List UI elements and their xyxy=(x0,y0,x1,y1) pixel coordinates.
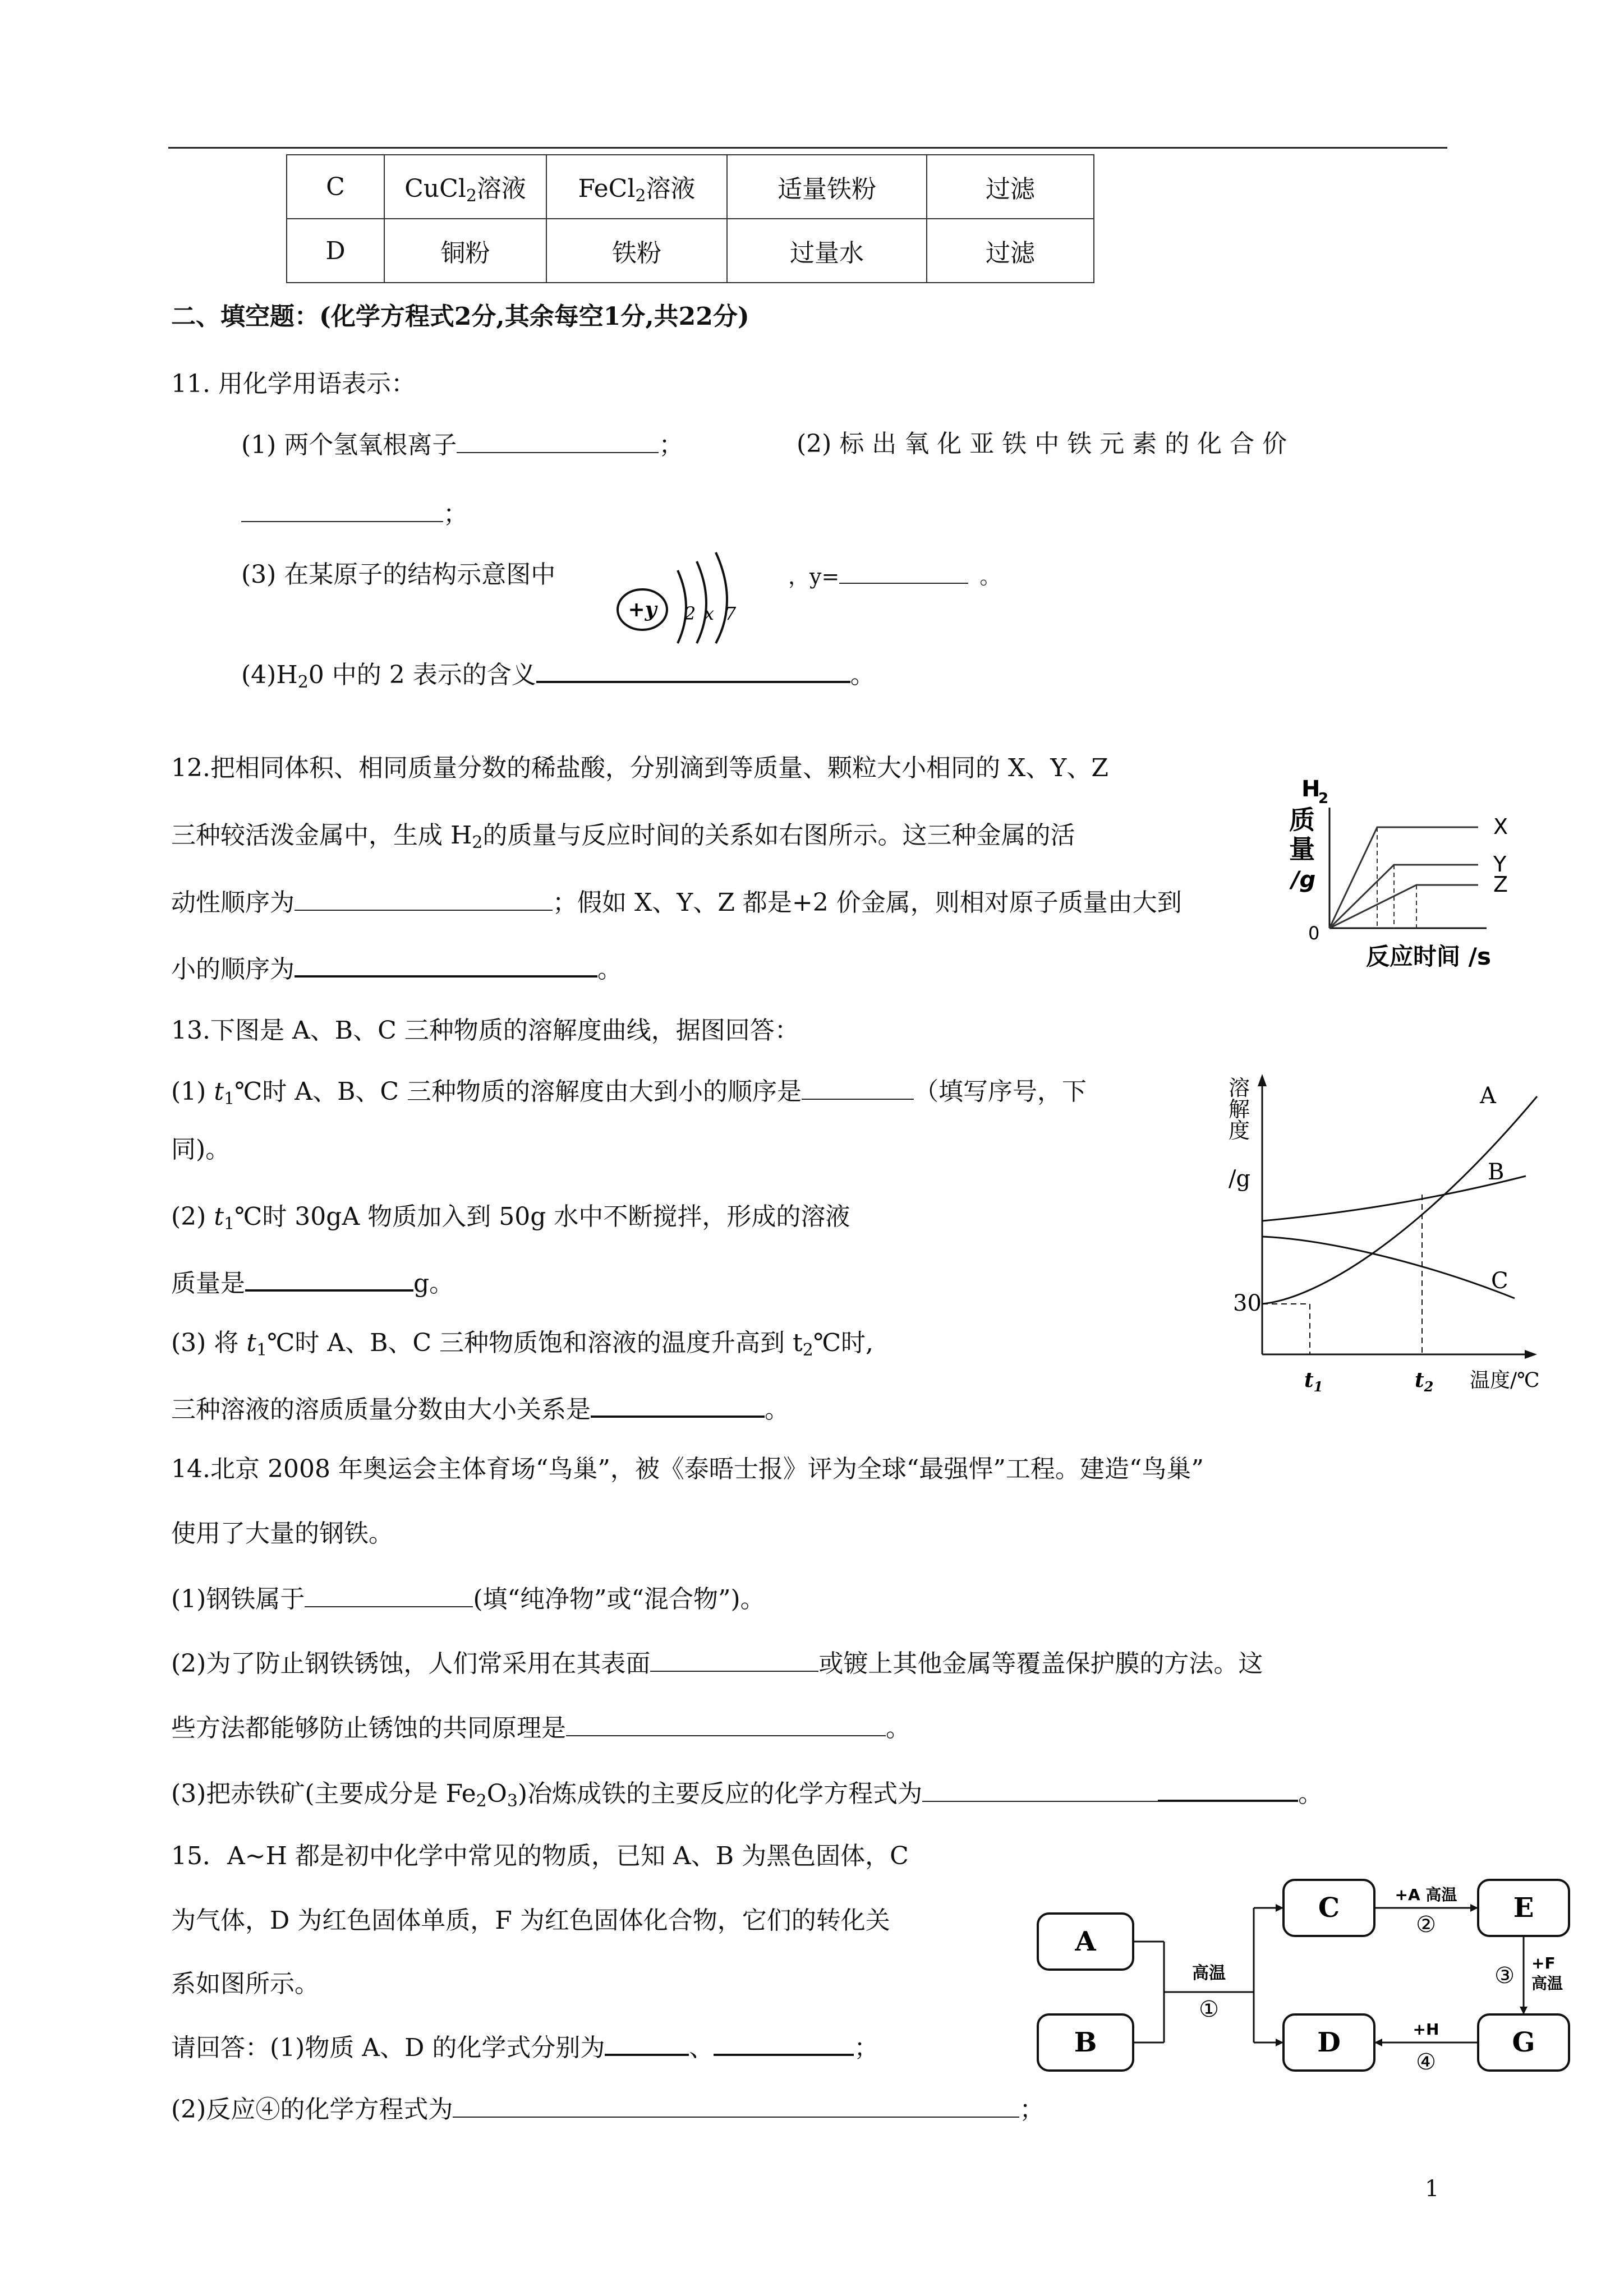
table-cell: D xyxy=(287,219,384,283)
table-cell: 适量铁粉 xyxy=(727,155,927,219)
q13-stem: 13.下图是 A、B、C 三种物质的溶解度曲线，据图回答： xyxy=(171,1016,799,1045)
condition-label: +F xyxy=(1531,1954,1556,1972)
box-e-label: E xyxy=(1513,1892,1534,1924)
q12-line1: 12.把相同体积、相同质量分数的稀盐酸，分别滴到等质量、颗粒大小相同的 X、Y、Z xyxy=(171,754,1108,782)
shell-count: x xyxy=(703,603,715,624)
y-axis-label-sub: 2 xyxy=(1318,790,1329,807)
condition-label: 高温 xyxy=(1531,1974,1563,1993)
table-cell: C xyxy=(287,155,384,219)
answer-blank[interactable] xyxy=(536,656,850,683)
nucleus-charge: +y xyxy=(628,598,657,621)
q15-line3: 系如图所示。 xyxy=(171,1970,319,1998)
condition-label: +A 高温 xyxy=(1395,1885,1457,1904)
x-axis-label: 温度/℃ xyxy=(1470,1369,1540,1392)
series-x-line xyxy=(1329,827,1478,928)
q13-part3-line2: 三种溶液的溶质质量分数由大小关系是 。 xyxy=(171,1391,789,1427)
q14-part1: (1)钢铁属于 (填“纯净物”或“混合物”)。 xyxy=(171,1582,765,1616)
series-label-b: B xyxy=(1488,1159,1505,1185)
answer-blank[interactable] xyxy=(591,1391,765,1418)
q13-part2-line2: 质量是 g。 xyxy=(171,1265,454,1301)
q11-stem: 11. 用化学用语表示： xyxy=(171,370,416,398)
q14-line1: 14.北京 2008 年奥运会主体育场“鸟巢”，被《泰晤士报》评为全球“最强悍”工程。建造“鸟巢” xyxy=(171,1455,1204,1483)
q14-line2: 使用了大量的钢铁。 xyxy=(171,1519,393,1548)
q15-line1: 15．A~H 都是初中化学中常见的物质，已知 A、B 为黑色固体，C xyxy=(171,1842,909,1870)
x-axis-arrow xyxy=(1525,1350,1537,1359)
q14-part2: (2)为了防止钢铁锈蚀，人们常采用在其表面 或镀上其他金属等覆盖保护膜的方法。这 xyxy=(171,1646,1263,1681)
answer-blank[interactable] xyxy=(650,1646,818,1672)
q11-part1: (1) 两个氢氧根离子 ； xyxy=(241,427,683,462)
y-axis-unit: /g xyxy=(1291,867,1316,893)
q11-part2-answer: ； xyxy=(241,496,468,531)
box-b-label: B xyxy=(1074,2027,1097,2058)
electron-shell xyxy=(697,561,706,643)
table-cell: 过滤 xyxy=(927,155,1094,219)
page-number: 1 xyxy=(1425,2176,1439,2202)
q12-line4: 小的顺序为 。 xyxy=(171,951,622,986)
series-label-a: A xyxy=(1480,1083,1496,1109)
q13-part1-line2: 同)。 xyxy=(171,1135,231,1164)
atom-structure-diagram xyxy=(606,541,757,648)
table-cell: CuCl$_2$溶液 xyxy=(384,155,546,219)
box-g-label: G xyxy=(1512,2027,1535,2058)
step-2-label: ② xyxy=(1416,1912,1436,1938)
table-cell: 过量水 xyxy=(727,219,927,283)
q11-part2: (2) 标 出 氧 化 亚 铁 中 铁 元 素 的 化 合 价 xyxy=(797,430,1287,458)
step-1-label: ① xyxy=(1199,1997,1219,2022)
q11-part3-answer: ，y= 。 xyxy=(788,558,1001,593)
condition-label: +H xyxy=(1413,2020,1439,2039)
header-rule xyxy=(168,147,1447,149)
answer-blank[interactable] xyxy=(566,1711,886,1736)
y-value-label: 30 xyxy=(1233,1290,1262,1316)
x-tick-t2: $t_2$ xyxy=(1415,1368,1434,1395)
y-axis-label: 解 xyxy=(1229,1097,1250,1122)
answer-blank[interactable] xyxy=(245,1265,413,1292)
q13-part2: (2) $t_1℃$时 30gA 物质加入到 50g 水中不断搅拌，形成的溶液 xyxy=(171,1202,850,1234)
y-axis-unit: /g xyxy=(1229,1166,1251,1192)
answer-blank[interactable] xyxy=(295,885,553,911)
shell-count: 7 xyxy=(724,603,737,624)
y-axis-arrow xyxy=(1258,1074,1267,1086)
x-tick-t1: $t_1$ xyxy=(1304,1368,1323,1395)
q12-line2: 三种较活泼金属中，生成 $H_2$的质量与反应时间的关系如右图所示。这三种金属的活 xyxy=(171,821,1075,852)
answer-blank[interactable] xyxy=(922,1776,1158,1802)
x-axis-label: 反应时间 /s xyxy=(1366,943,1491,970)
answer-blank[interactable] xyxy=(714,2029,854,2056)
shell-count: 2 xyxy=(684,603,696,624)
q11-part4: $(4)H_20$ 中的 2 表示的含义 。 xyxy=(241,656,875,699)
answer-blank[interactable] xyxy=(457,427,659,453)
reaction-flow-diagram xyxy=(1027,1851,1576,2086)
curve-b xyxy=(1262,1176,1526,1221)
y-axis-label: 溶 xyxy=(1229,1076,1250,1100)
origin-label: 0 xyxy=(1308,923,1320,944)
box-c-label: C xyxy=(1318,1892,1340,1924)
q12-line3: 动性顺序为 ；假如 X、Y、Z 都是+2 价金属，则相对原子质量由大到 xyxy=(171,885,1182,920)
box-a-label: A xyxy=(1075,1926,1096,1957)
q14-part3: (3)把赤铁矿(主要成分是 $Fe_2O_3$)冶炼成铁的主要反应的化学方程式为 。 xyxy=(171,1775,1323,1818)
answer-blank[interactable] xyxy=(1158,1775,1298,1802)
q15-line2: 为气体，D 为红色固体单质，F 为红色固体化合物，它们的转化关 xyxy=(171,1906,890,1935)
y-axis-label: 量 xyxy=(1289,834,1315,864)
solubility-curve-chart xyxy=(1206,1068,1571,1405)
series-label-c: C xyxy=(1491,1268,1508,1294)
answer-blank[interactable] xyxy=(295,951,597,978)
series-label-y: Y xyxy=(1493,852,1507,877)
q14-part2-line2: 些方法都能够防止锈蚀的共同原理是 。 xyxy=(171,1711,910,1745)
table-cell: 铁粉 xyxy=(546,219,727,283)
step-4-label: ④ xyxy=(1416,2049,1436,2075)
table-cell: 铜粉 xyxy=(384,219,546,283)
box-d-label: D xyxy=(1317,2027,1341,2058)
series-label-z: Z xyxy=(1493,872,1508,897)
table-cell: FeCl$_2$溶液 xyxy=(546,155,727,219)
table-row xyxy=(287,219,1094,283)
condition-label: 高温 xyxy=(1192,1963,1226,1983)
answer-blank[interactable] xyxy=(839,558,968,584)
h2-mass-chart xyxy=(1279,768,1543,976)
table-row xyxy=(287,155,1094,219)
y-axis-label: 质 xyxy=(1289,805,1315,835)
series-y-line xyxy=(1329,865,1478,928)
q13-part3: (3) 将 $t_1℃$时 A、B、C 三种物质饱和溶液的温度升高到 $t_2℃$时, xyxy=(171,1329,874,1360)
q15-line5: (2)反应④的化学方程式为 ； xyxy=(171,2092,1044,2127)
q13-part1: (1) $t_1℃$时 A、B、C 三种物质的溶解度由大到小的顺序是 （填写序号，下 xyxy=(171,1074,1087,1116)
step-3-label: ③ xyxy=(1494,1963,1515,1989)
q15-line4: 请回答：(1)物质 A、D 的化学式分别为 、 ； xyxy=(171,2029,878,2065)
electron-shell xyxy=(716,552,727,643)
series-label-x: X xyxy=(1493,814,1508,839)
answer-blank[interactable] xyxy=(453,2092,1019,2118)
y-axis-label: H xyxy=(1301,776,1321,802)
answer-blank[interactable] xyxy=(605,2029,689,2056)
section-title: 二、填空题：(化学方程式2分,其余每空1分,共22分) xyxy=(171,302,749,331)
answer-blank[interactable] xyxy=(802,1074,914,1100)
table-cell: 过滤 xyxy=(927,219,1094,283)
reagent-table xyxy=(286,154,1094,283)
q11-part3: (3) 在某原子的结构示意图中 xyxy=(241,560,556,589)
y-axis-label: 度 xyxy=(1229,1118,1250,1143)
curve-c xyxy=(1262,1237,1515,1298)
answer-blank[interactable] xyxy=(305,1582,473,1607)
answer-blank[interactable] xyxy=(241,496,443,522)
